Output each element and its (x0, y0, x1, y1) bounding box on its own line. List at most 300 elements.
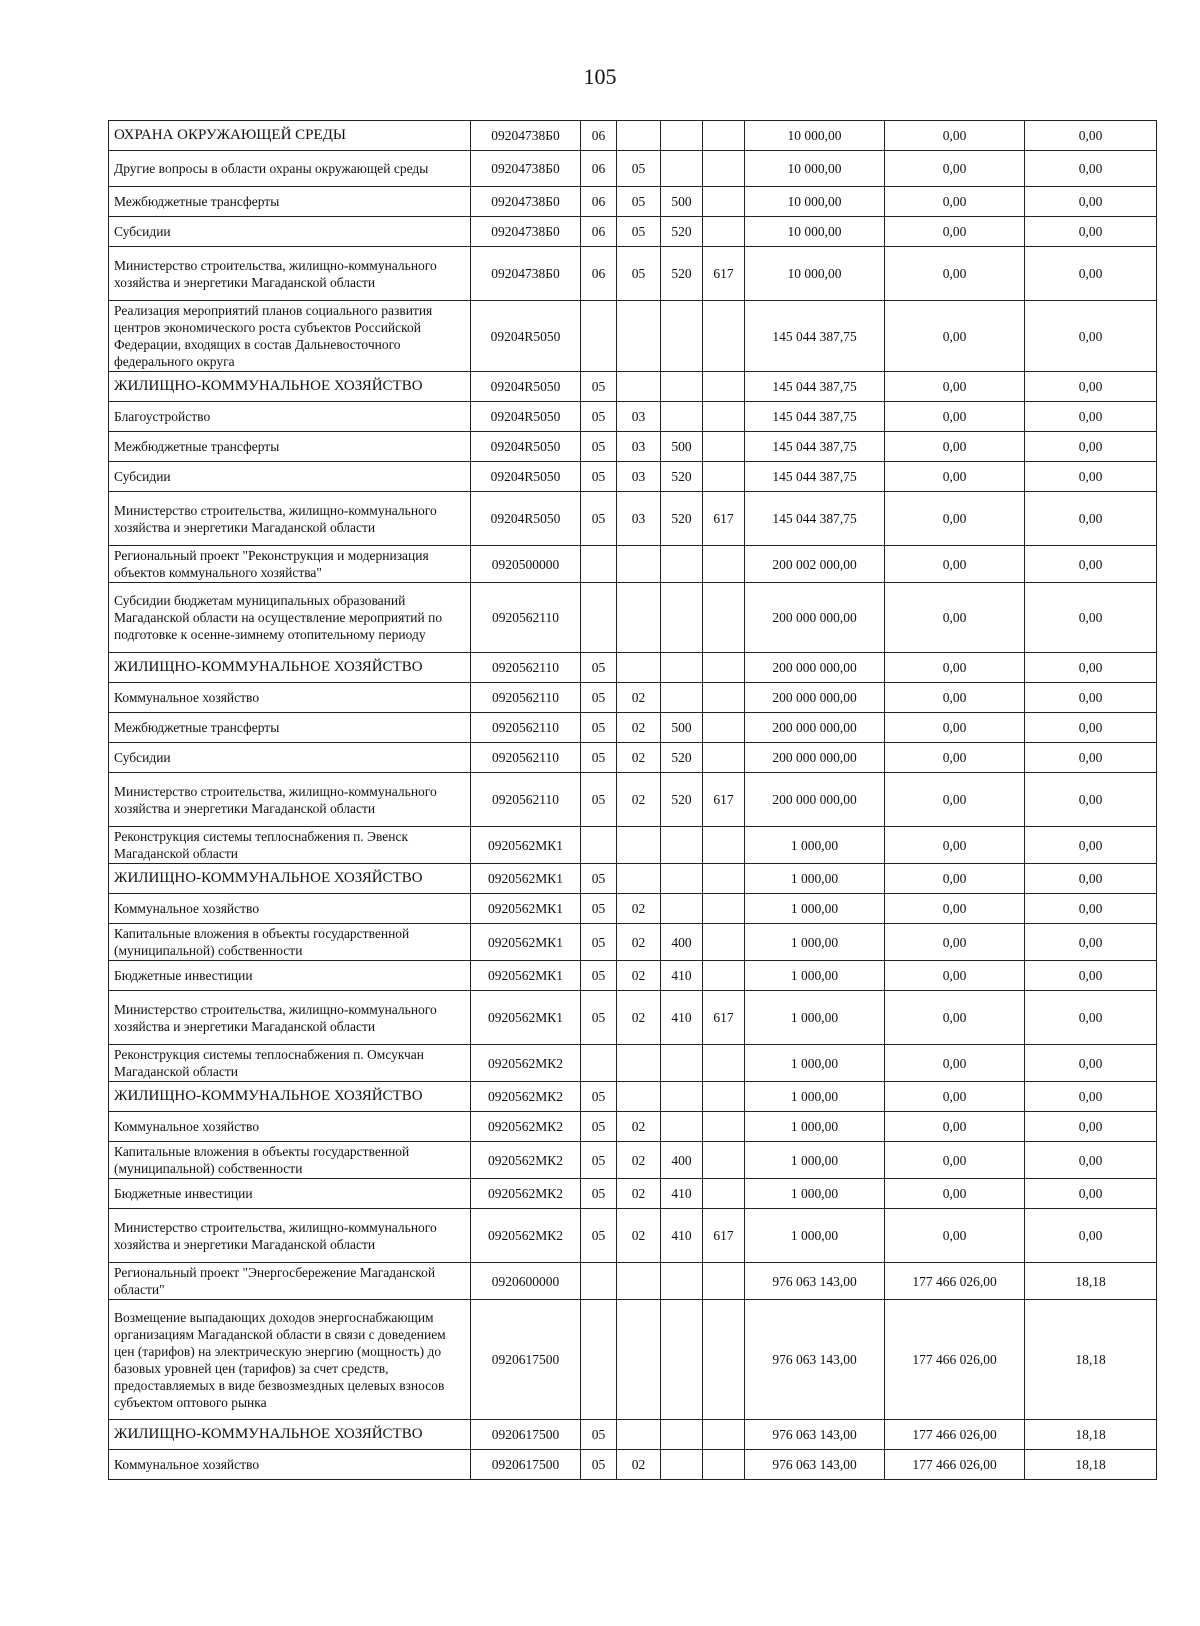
table-row (109, 683, 1157, 713)
table-row (109, 1142, 1157, 1179)
row-executed-amount: 0,00 (885, 372, 1025, 402)
row-subsection: 05 (617, 247, 661, 301)
table-row (109, 546, 1157, 583)
row-department (703, 713, 745, 743)
row-expense-type (661, 653, 703, 683)
row-name: ЖИЛИЩНО-КОММУНАЛЬНОЕ ХОЗЯЙСТВО (109, 372, 471, 402)
table-row (109, 247, 1157, 301)
row-section: 05 (581, 462, 617, 492)
row-executed-amount: 0,00 (885, 773, 1025, 827)
row-percent: 0,00 (1025, 924, 1157, 961)
row-code: 0920500000 (471, 546, 581, 583)
row-subsection (617, 301, 661, 372)
table-body (109, 121, 1157, 1480)
row-subsection: 03 (617, 462, 661, 492)
table-row (109, 301, 1157, 372)
row-expense-type (661, 894, 703, 924)
row-section: 05 (581, 1112, 617, 1142)
table-row (109, 432, 1157, 462)
row-subsection (617, 827, 661, 864)
row-department (703, 1045, 745, 1082)
row-subsection: 02 (617, 1450, 661, 1480)
row-department (703, 683, 745, 713)
row-executed-amount: 177 466 026,00 (885, 1263, 1025, 1300)
row-section (581, 1300, 617, 1420)
row-section: 05 (581, 1209, 617, 1263)
row-name: Другие вопросы в области охраны окружающей среды (109, 151, 471, 187)
row-code: 0920562110 (471, 653, 581, 683)
row-percent: 18,18 (1025, 1263, 1157, 1300)
row-code: 09204R5050 (471, 372, 581, 402)
row-name: Министерство строительства, жилищно-коммунального хозяйства и энергетики Магаданской области (109, 991, 471, 1045)
row-subsection: 03 (617, 492, 661, 546)
row-department: 617 (703, 492, 745, 546)
row-executed-amount: 177 466 026,00 (885, 1450, 1025, 1480)
row-name: Бюджетные инвестиции (109, 961, 471, 991)
row-planned-amount: 1 000,00 (745, 1082, 885, 1112)
table-row (109, 1263, 1157, 1300)
row-planned-amount: 976 063 143,00 (745, 1420, 885, 1450)
table-row (109, 187, 1157, 217)
row-department (703, 187, 745, 217)
row-section: 06 (581, 217, 617, 247)
row-name: Бюджетные инвестиции (109, 1179, 471, 1209)
row-code: 09204738Б0 (471, 217, 581, 247)
row-subsection: 02 (617, 924, 661, 961)
row-section: 05 (581, 991, 617, 1045)
row-expense-type (661, 151, 703, 187)
row-department (703, 864, 745, 894)
row-planned-amount: 10 000,00 (745, 217, 885, 247)
row-planned-amount: 1 000,00 (745, 1179, 885, 1209)
row-executed-amount: 0,00 (885, 1045, 1025, 1082)
row-planned-amount: 145 044 387,75 (745, 372, 885, 402)
row-percent: 0,00 (1025, 432, 1157, 462)
row-code: 09204738Б0 (471, 187, 581, 217)
row-code: 0920617500 (471, 1300, 581, 1420)
row-name: Субсидии (109, 462, 471, 492)
table-row (109, 773, 1157, 827)
row-subsection: 02 (617, 1179, 661, 1209)
row-department (703, 743, 745, 773)
row-code: 0920562МК2 (471, 1045, 581, 1082)
row-executed-amount: 0,00 (885, 827, 1025, 864)
row-subsection: 05 (617, 217, 661, 247)
row-code: 09204738Б0 (471, 151, 581, 187)
row-planned-amount: 200 002 000,00 (745, 546, 885, 583)
row-code: 0920617500 (471, 1450, 581, 1480)
row-code: 0920562МК1 (471, 894, 581, 924)
row-expense-type: 410 (661, 961, 703, 991)
row-name: Реализация мероприятий планов социального развития центров экономического роста субъектов Российской Федерации, входящих в состав Дальневосточного федерального округа (109, 301, 471, 372)
row-executed-amount: 0,00 (885, 653, 1025, 683)
table-row (109, 402, 1157, 432)
row-code: 09204738Б0 (471, 121, 581, 151)
row-expense-type: 410 (661, 991, 703, 1045)
row-executed-amount: 0,00 (885, 1209, 1025, 1263)
row-percent: 0,00 (1025, 247, 1157, 301)
row-expense-type (661, 683, 703, 713)
row-planned-amount: 976 063 143,00 (745, 1450, 885, 1480)
row-department (703, 301, 745, 372)
row-executed-amount: 0,00 (885, 151, 1025, 187)
row-code: 09204R5050 (471, 462, 581, 492)
row-executed-amount: 0,00 (885, 894, 1025, 924)
row-name: Региональный проект "Реконструкция и модернизация объектов коммунального хозяйства" (109, 546, 471, 583)
row-department (703, 462, 745, 492)
row-percent: 0,00 (1025, 743, 1157, 773)
row-percent: 0,00 (1025, 1112, 1157, 1142)
row-planned-amount: 145 044 387,75 (745, 432, 885, 462)
row-expense-type (661, 1300, 703, 1420)
budget-table (108, 120, 1157, 1480)
table-row (109, 1300, 1157, 1420)
row-percent: 0,00 (1025, 1209, 1157, 1263)
row-code: 0920562МК2 (471, 1082, 581, 1112)
row-executed-amount: 0,00 (885, 991, 1025, 1045)
row-name: Благоустройство (109, 402, 471, 432)
row-name: Министерство строительства, жилищно-коммунального хозяйства и энергетики Магаданской области (109, 773, 471, 827)
row-expense-type (661, 827, 703, 864)
row-subsection (617, 121, 661, 151)
page-number: 105 (583, 64, 617, 89)
row-department: 617 (703, 991, 745, 1045)
row-section: 05 (581, 1450, 617, 1480)
row-percent: 0,00 (1025, 217, 1157, 247)
row-executed-amount: 0,00 (885, 217, 1025, 247)
row-department (703, 653, 745, 683)
row-section: 05 (581, 924, 617, 961)
row-expense-type (661, 1263, 703, 1300)
row-percent: 0,00 (1025, 151, 1157, 187)
table-row (109, 1450, 1157, 1480)
row-planned-amount: 1 000,00 (745, 1045, 885, 1082)
row-executed-amount: 0,00 (885, 546, 1025, 583)
row-percent: 0,00 (1025, 773, 1157, 827)
row-planned-amount: 1 000,00 (745, 1142, 885, 1179)
row-planned-amount: 145 044 387,75 (745, 402, 885, 432)
row-department (703, 217, 745, 247)
table-row (109, 961, 1157, 991)
row-code: 0920562МК1 (471, 961, 581, 991)
row-expense-type (661, 583, 703, 653)
row-executed-amount: 0,00 (885, 743, 1025, 773)
row-name: Межбюджетные трансферты (109, 432, 471, 462)
row-planned-amount: 200 000 000,00 (745, 653, 885, 683)
row-planned-amount: 10 000,00 (745, 187, 885, 217)
row-name: ЖИЛИЩНО-КОММУНАЛЬНОЕ ХОЗЯЙСТВО (109, 864, 471, 894)
row-name: Министерство строительства, жилищно-коммунального хозяйства и энергетики Магаданской области (109, 492, 471, 546)
row-name: Реконструкция системы теплоснабжения п. Омсукчан Магаданской области (109, 1045, 471, 1082)
row-percent: 18,18 (1025, 1300, 1157, 1420)
row-executed-amount: 0,00 (885, 924, 1025, 961)
row-planned-amount: 1 000,00 (745, 864, 885, 894)
row-expense-type (661, 121, 703, 151)
row-department: 617 (703, 247, 745, 301)
row-executed-amount: 0,00 (885, 683, 1025, 713)
row-subsection: 02 (617, 1112, 661, 1142)
row-section (581, 1263, 617, 1300)
row-planned-amount: 145 044 387,75 (745, 492, 885, 546)
row-section: 05 (581, 372, 617, 402)
row-code: 0920562110 (471, 773, 581, 827)
row-department (703, 1450, 745, 1480)
row-planned-amount: 10 000,00 (745, 151, 885, 187)
row-subsection (617, 583, 661, 653)
row-subsection: 02 (617, 961, 661, 991)
row-executed-amount: 0,00 (885, 402, 1025, 432)
row-planned-amount: 200 000 000,00 (745, 743, 885, 773)
row-expense-type: 520 (661, 247, 703, 301)
row-name: Субсидии (109, 217, 471, 247)
row-percent: 0,00 (1025, 653, 1157, 683)
row-expense-type: 520 (661, 773, 703, 827)
row-percent: 0,00 (1025, 402, 1157, 432)
row-section: 05 (581, 1082, 617, 1112)
row-executed-amount: 0,00 (885, 121, 1025, 151)
row-department (703, 1112, 745, 1142)
row-subsection: 02 (617, 894, 661, 924)
table-row (109, 492, 1157, 546)
table-row (109, 991, 1157, 1045)
row-department: 617 (703, 1209, 745, 1263)
row-planned-amount: 1 000,00 (745, 827, 885, 864)
row-subsection: 02 (617, 683, 661, 713)
row-planned-amount: 10 000,00 (745, 247, 885, 301)
row-code: 09204R5050 (471, 432, 581, 462)
row-expense-type: 410 (661, 1179, 703, 1209)
row-section: 05 (581, 492, 617, 546)
row-name: Региональный проект "Энергосбережение Магаданской области" (109, 1263, 471, 1300)
row-section: 05 (581, 961, 617, 991)
row-name: Капитальные вложения в объекты государственной (муниципальной) собственности (109, 924, 471, 961)
row-subsection: 02 (617, 1209, 661, 1263)
row-executed-amount: 0,00 (885, 462, 1025, 492)
row-department (703, 583, 745, 653)
row-section (581, 301, 617, 372)
row-department (703, 827, 745, 864)
row-subsection (617, 372, 661, 402)
row-section: 06 (581, 187, 617, 217)
row-code: 0920562110 (471, 583, 581, 653)
table-row (109, 1209, 1157, 1263)
row-executed-amount: 177 466 026,00 (885, 1420, 1025, 1450)
row-code: 09204738Б0 (471, 247, 581, 301)
row-department (703, 924, 745, 961)
table-row (109, 1179, 1157, 1209)
row-percent: 0,00 (1025, 864, 1157, 894)
row-executed-amount: 0,00 (885, 432, 1025, 462)
row-executed-amount: 0,00 (885, 492, 1025, 546)
row-planned-amount: 145 044 387,75 (745, 301, 885, 372)
row-department (703, 1142, 745, 1179)
row-subsection: 03 (617, 432, 661, 462)
row-code: 0920562МК2 (471, 1209, 581, 1263)
row-expense-type: 520 (661, 217, 703, 247)
row-percent: 0,00 (1025, 492, 1157, 546)
row-executed-amount: 0,00 (885, 961, 1025, 991)
table-row (109, 1420, 1157, 1450)
row-percent: 0,00 (1025, 961, 1157, 991)
row-code: 0920617500 (471, 1420, 581, 1450)
row-subsection (617, 546, 661, 583)
row-subsection: 02 (617, 713, 661, 743)
row-code: 0920562110 (471, 713, 581, 743)
row-expense-type: 500 (661, 187, 703, 217)
row-code: 0920562МК2 (471, 1179, 581, 1209)
row-subsection: 02 (617, 991, 661, 1045)
row-subsection (617, 1420, 661, 1450)
row-section: 05 (581, 432, 617, 462)
row-percent: 0,00 (1025, 546, 1157, 583)
row-name: Министерство строительства, жилищно-коммунального хозяйства и энергетики Магаданской области (109, 247, 471, 301)
row-subsection: 02 (617, 773, 661, 827)
row-name: Реконструкция системы теплоснабжения п. Эвенск Магаданской области (109, 827, 471, 864)
row-expense-type: 500 (661, 713, 703, 743)
row-percent: 18,18 (1025, 1420, 1157, 1450)
table-row (109, 1082, 1157, 1112)
row-executed-amount: 0,00 (885, 583, 1025, 653)
row-subsection: 02 (617, 1142, 661, 1179)
row-section: 05 (581, 894, 617, 924)
row-subsection (617, 653, 661, 683)
row-subsection (617, 864, 661, 894)
row-percent: 0,00 (1025, 1179, 1157, 1209)
row-percent: 0,00 (1025, 301, 1157, 372)
row-name: Межбюджетные трансферты (109, 187, 471, 217)
row-code: 09204R5050 (471, 492, 581, 546)
row-planned-amount: 200 000 000,00 (745, 583, 885, 653)
row-code: 09204R5050 (471, 402, 581, 432)
row-expense-type: 400 (661, 1142, 703, 1179)
row-department: 617 (703, 773, 745, 827)
row-department (703, 402, 745, 432)
row-section: 05 (581, 743, 617, 773)
row-planned-amount: 1 000,00 (745, 924, 885, 961)
row-expense-type (661, 864, 703, 894)
row-section: 06 (581, 121, 617, 151)
row-name: Коммунальное хозяйство (109, 1450, 471, 1480)
row-section: 05 (581, 1142, 617, 1179)
row-percent: 0,00 (1025, 583, 1157, 653)
row-expense-type (661, 1112, 703, 1142)
row-planned-amount: 10 000,00 (745, 121, 885, 151)
row-name: Межбюджетные трансферты (109, 713, 471, 743)
row-department (703, 121, 745, 151)
row-planned-amount: 976 063 143,00 (745, 1263, 885, 1300)
table-row (109, 743, 1157, 773)
row-subsection (617, 1263, 661, 1300)
row-expense-type (661, 1045, 703, 1082)
row-expense-type (661, 1420, 703, 1450)
row-section: 05 (581, 713, 617, 743)
table-row (109, 894, 1157, 924)
row-percent: 0,00 (1025, 683, 1157, 713)
row-name: Министерство строительства, жилищно-коммунального хозяйства и энергетики Магаданской области (109, 1209, 471, 1263)
table-row (109, 1045, 1157, 1082)
row-name: Возмещение выпадающих доходов энергоснабжающим организациям Магаданской области в связи с доведением цен (тарифов) на электрическую энергию (мощность) до базовых уровней цен (тарифов) за счет средств, предоставляемых в виде безвозмездных целевых взносов субъектом оптового рынка (109, 1300, 471, 1420)
row-section: 05 (581, 1420, 617, 1450)
row-code: 0920562МК2 (471, 1112, 581, 1142)
row-expense-type: 520 (661, 743, 703, 773)
row-section (581, 583, 617, 653)
row-executed-amount: 0,00 (885, 1142, 1025, 1179)
row-percent: 0,00 (1025, 121, 1157, 151)
row-percent: 0,00 (1025, 1045, 1157, 1082)
row-percent: 0,00 (1025, 462, 1157, 492)
row-department (703, 1082, 745, 1112)
row-expense-type (661, 1450, 703, 1480)
table-row (109, 372, 1157, 402)
row-name: Коммунальное хозяйство (109, 894, 471, 924)
row-name: ОХРАНА ОКРУЖАЮЩЕЙ СРЕДЫ (109, 121, 471, 151)
row-executed-amount: 0,00 (885, 1112, 1025, 1142)
row-subsection (617, 1300, 661, 1420)
row-department (703, 1263, 745, 1300)
row-code: 0920562МК1 (471, 864, 581, 894)
row-subsection: 03 (617, 402, 661, 432)
row-section: 05 (581, 402, 617, 432)
row-executed-amount: 0,00 (885, 247, 1025, 301)
table-row (109, 1112, 1157, 1142)
row-code: 09204R5050 (471, 301, 581, 372)
row-executed-amount: 0,00 (885, 187, 1025, 217)
row-planned-amount: 1 000,00 (745, 961, 885, 991)
row-code: 0920562МК1 (471, 924, 581, 961)
row-section: 05 (581, 864, 617, 894)
row-expense-type: 400 (661, 924, 703, 961)
row-code: 0920562110 (471, 743, 581, 773)
table-row (109, 121, 1157, 151)
table-row (109, 151, 1157, 187)
table-row (109, 462, 1157, 492)
row-planned-amount: 200 000 000,00 (745, 713, 885, 743)
row-expense-type (661, 372, 703, 402)
row-department (703, 151, 745, 187)
table-row (109, 653, 1157, 683)
row-subsection: 02 (617, 743, 661, 773)
row-expense-type: 500 (661, 432, 703, 462)
row-executed-amount: 0,00 (885, 1179, 1025, 1209)
row-name: Капитальные вложения в объекты государственной (муниципальной) собственности (109, 1142, 471, 1179)
table-row (109, 827, 1157, 864)
row-percent: 0,00 (1025, 372, 1157, 402)
row-department (703, 1300, 745, 1420)
row-code: 0920562110 (471, 683, 581, 713)
row-percent: 0,00 (1025, 827, 1157, 864)
row-section: 05 (581, 653, 617, 683)
row-department (703, 1420, 745, 1450)
row-expense-type (661, 402, 703, 432)
row-executed-amount: 0,00 (885, 713, 1025, 743)
row-planned-amount: 145 044 387,75 (745, 462, 885, 492)
row-name: Коммунальное хозяйство (109, 1112, 471, 1142)
row-code: 0920562МК2 (471, 1142, 581, 1179)
row-expense-type (661, 546, 703, 583)
table-row (109, 864, 1157, 894)
row-executed-amount: 0,00 (885, 1082, 1025, 1112)
row-planned-amount: 200 000 000,00 (745, 773, 885, 827)
row-code: 0920600000 (471, 1263, 581, 1300)
row-department (703, 432, 745, 462)
row-planned-amount: 1 000,00 (745, 1209, 885, 1263)
row-section (581, 827, 617, 864)
row-section: 06 (581, 247, 617, 301)
row-subsection (617, 1082, 661, 1112)
row-percent: 0,00 (1025, 1142, 1157, 1179)
row-percent: 0,00 (1025, 1082, 1157, 1112)
row-name: Коммунальное хозяйство (109, 683, 471, 713)
